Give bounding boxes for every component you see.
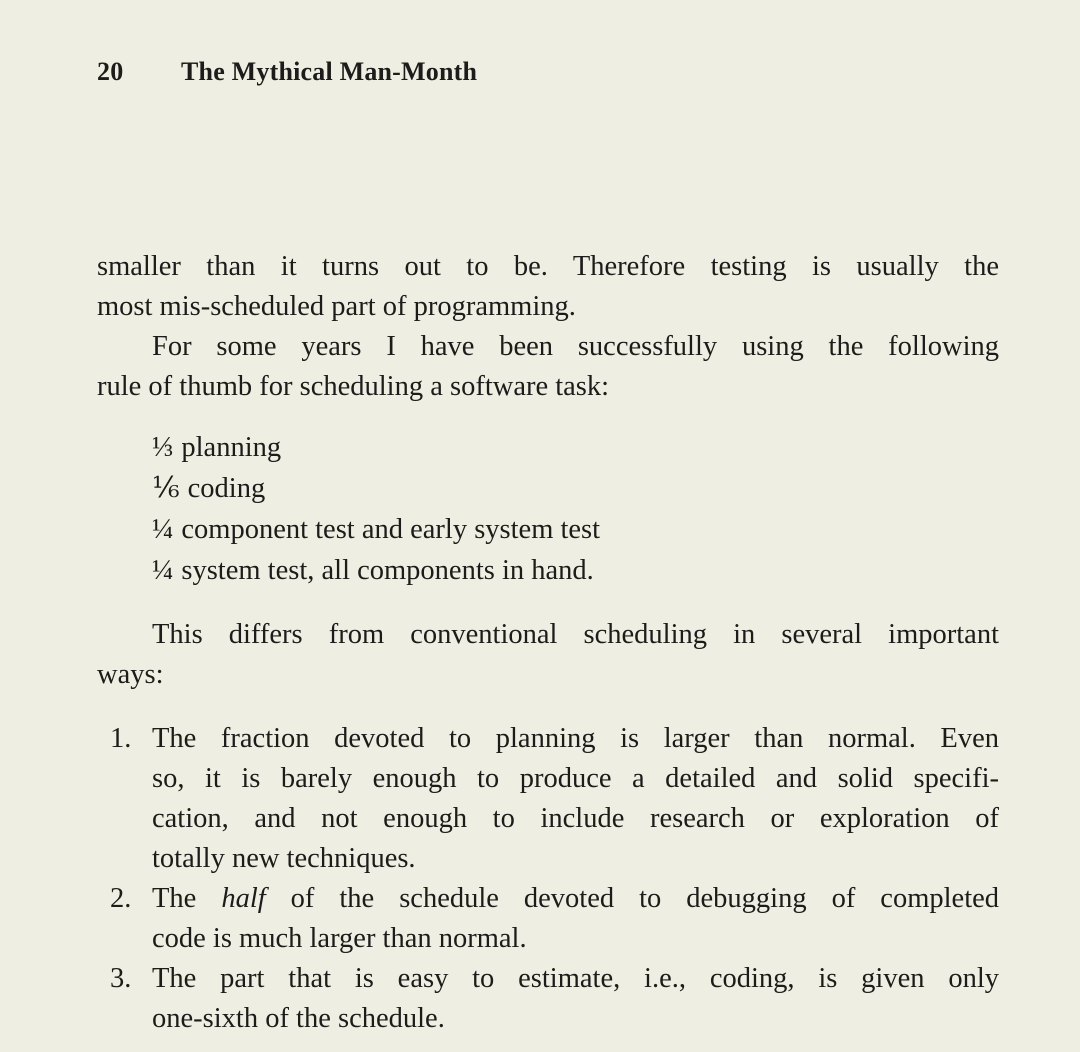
text-line: For some years I have been successfully using the following: [152, 331, 999, 362]
task-name: component test and early system test: [181, 514, 601, 545]
task-name: coding: [187, 473, 266, 504]
text-line: ways:: [97, 659, 164, 690]
running-head: [97, 54, 477, 90]
page-number: 20: [97, 57, 124, 86]
fraction: ¼: [152, 514, 174, 545]
text-line: The part that is easy to estimate, i.e., coding, is given only: [152, 963, 999, 994]
task-name: planning: [181, 432, 282, 463]
item-number: 3.: [110, 963, 132, 994]
emphasized-word: half: [221, 883, 266, 914]
body-text: [97, 247, 999, 1039]
item-number: 2.: [110, 883, 132, 914]
task-name: system test, all components in hand.: [181, 555, 594, 586]
list-item: [97, 959, 999, 1039]
item-number: 1.: [110, 723, 132, 754]
list-item: [152, 468, 999, 509]
text-line: This differs from conventional scheduling in several important: [152, 619, 999, 650]
text-line: so, it is barely enough to produce a detailed and solid specifi-: [152, 763, 999, 794]
list-item: [152, 427, 999, 468]
line-suffix: of the schedule devoted to debugging of completed: [290, 883, 1000, 914]
list-item: [152, 550, 999, 591]
fraction: ¼: [152, 555, 174, 586]
fraction: ⅓: [152, 432, 174, 463]
schedule-fraction-list: [152, 427, 999, 591]
text-line: one-sixth of the schedule.: [152, 1003, 445, 1034]
paragraph-differs: [97, 615, 999, 695]
book-title: The Mythical Man-Month: [181, 57, 478, 86]
line-prefix: The: [152, 883, 197, 914]
text-line: smaller than it turns out to be. Therefore testing is usually the: [97, 251, 999, 282]
list-item: [97, 879, 999, 959]
numbered-points-list: [97, 719, 999, 1039]
text-line: rule of thumb for scheduling a software task:: [97, 371, 610, 402]
list-item: [97, 719, 999, 879]
list-item: [152, 509, 999, 550]
text-line: most mis-scheduled part of programming.: [97, 291, 576, 322]
paragraph-testing-mis-scheduled: [97, 247, 999, 327]
text-line: cation, and not enough to include research or exploration of: [152, 803, 999, 834]
text-line: [152, 879, 999, 919]
fraction: ⅙: [152, 473, 180, 504]
paragraph-rule-of-thumb: [97, 327, 999, 407]
text-line: totally new techniques.: [152, 843, 416, 874]
text-line: The fraction devoted to planning is larger than normal. Even: [152, 723, 999, 754]
text-line: code is much larger than normal.: [152, 923, 527, 954]
